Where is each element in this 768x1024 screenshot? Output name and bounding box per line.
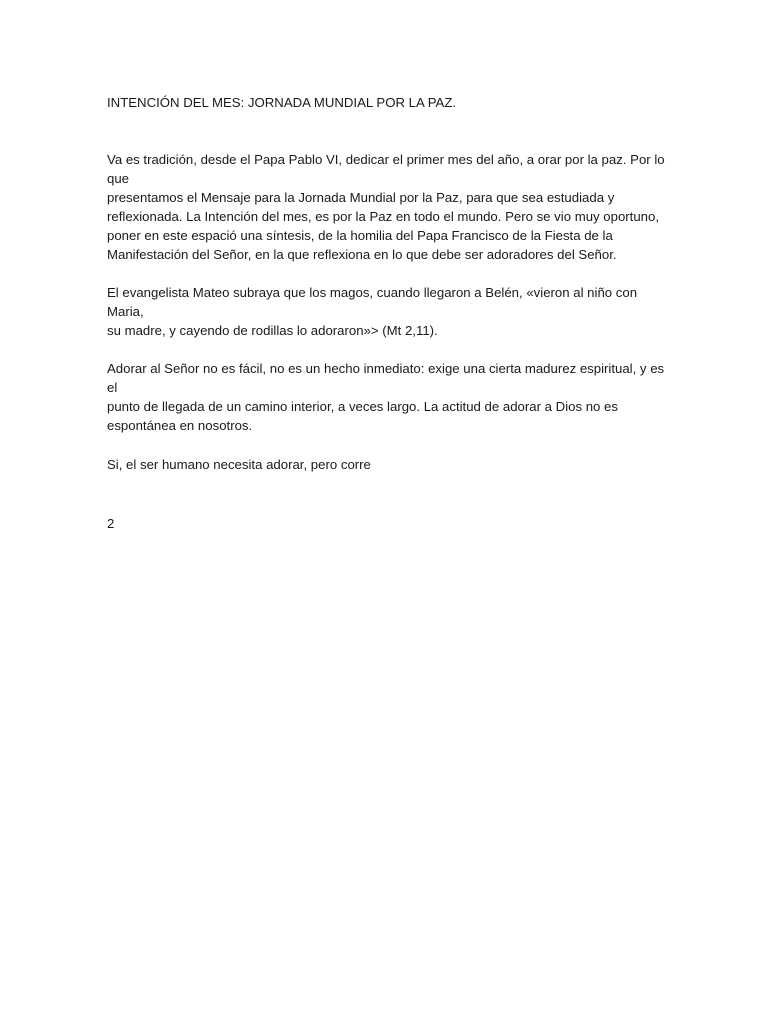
paragraph-adoration: Adorar al Señor no es fácil, no es un hecho inmediato: exige una cierta madurez espiritual, y es el punto de llegada de un camino interior, a veces largo. La actitud de adorar a Dios no es espontánea en nosotros. [107,361,665,433]
paragraph-evangelist: El evangelista Mateo subraya que los magos, cuando llegaron a Belén, «vieron al niño con Maria, su madre, y cayendo de rodillas lo adoraron»> (Mt 2,11). [107,285,638,338]
document-title: INTENCIÓN DEL MES: JORNADA MUNDIAL POR LA PAZ. [107,95,457,110]
paragraph-human-need: Si, el ser humano necesita adorar, pero corre [107,457,371,472]
page-number: 2 [107,516,115,531]
paragraph-intro: Va es tradición, desde el Papa Pablo VI, dedicar el primer mes del año, a orar por la paz. Por lo que presentamos el Mensaje para la Jornada Mundial por la Paz, para que sea estudiada y reflexionada. La Intención del mes, es por la Paz en todo el mundo. Pero se vio muy oportuno, poner en este espació una síntesis, de la homilia del Papa Francisco de la Fiesta de la Manifestación del Señor, en la que reflexiona en lo que debe ser adoradores del Señor. [107,152,665,262]
